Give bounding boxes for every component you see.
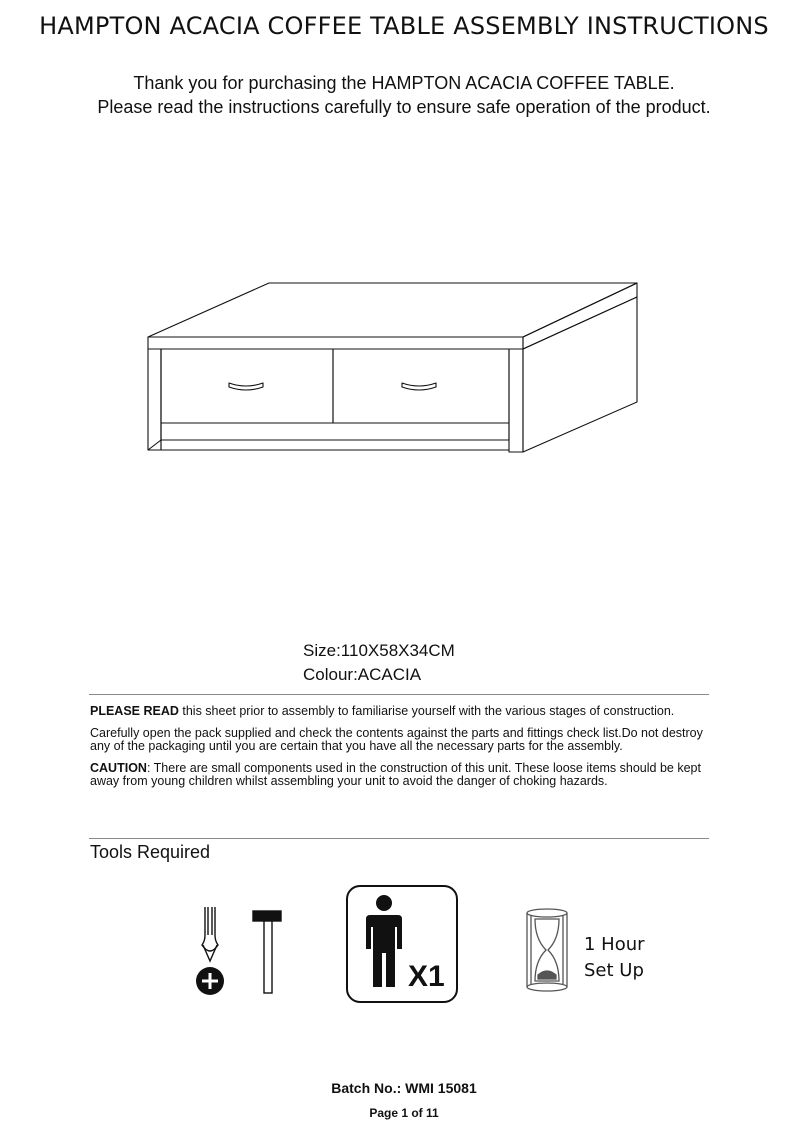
person-icon [364, 893, 404, 989]
check-contents-note: Carefully open the pack supplied and check the contents against the parts and fittings check list.Do not destroy any of the packaging until you are certain that you have all the necessary parts for the assembly. [90, 726, 703, 753]
divider [89, 694, 709, 695]
product-size: Size:110X58X34CM [303, 641, 455, 660]
document-title: HAMPTON ACACIA COFFEE TABLE ASSEMBLY INSTRUCTIONS [39, 12, 769, 40]
intro-read-carefully: Please read the instructions carefully to ensure safe operation of the product. [97, 97, 711, 117]
left-drawer-handle [229, 383, 263, 390]
table-top-front-edge [148, 337, 523, 349]
right-leg [509, 349, 523, 452]
setup-time-label: Set Up [584, 960, 644, 981]
notes-section [90, 705, 710, 797]
batch-number: Batch No.: WMI 15081 [331, 1080, 477, 1096]
table-top [148, 283, 637, 337]
caution-text: : There are small components used in the construction of this unit. These loose items should be kept away from young children whilst assembling your unit to avoid the danger of choking hazards. [90, 761, 701, 788]
caution-label: CAUTION [90, 761, 147, 775]
divider [89, 838, 709, 839]
hammer-icon [248, 908, 288, 996]
caution-note [90, 762, 710, 788]
intro-thank-you: Thank you for purchasing the HAMPTON ACACIA COFFEE TABLE. [133, 73, 675, 93]
bottom-shelf [161, 423, 509, 440]
setup-time-hours: 1 Hour [584, 934, 645, 955]
person-count-label: X1 [408, 960, 445, 993]
page-number: Page 1 of 11 [369, 1106, 439, 1120]
please-read-label: PLEASE READ [90, 704, 179, 718]
right-drawer-handle [402, 383, 436, 390]
phillips-screwdriver-icon [190, 905, 230, 997]
right-side-panel [523, 297, 637, 452]
hourglass-icon [520, 905, 574, 995]
please-read-note [90, 705, 710, 718]
left-leg [148, 349, 161, 450]
please-read-text: this sheet prior to assembly to familiarise yourself with the various stages of construction. [178, 704, 675, 718]
tools-required-heading: Tools Required [90, 842, 211, 862]
coffee-table-illustration [145, 280, 645, 460]
product-colour: Colour:ACACIA [303, 665, 422, 684]
